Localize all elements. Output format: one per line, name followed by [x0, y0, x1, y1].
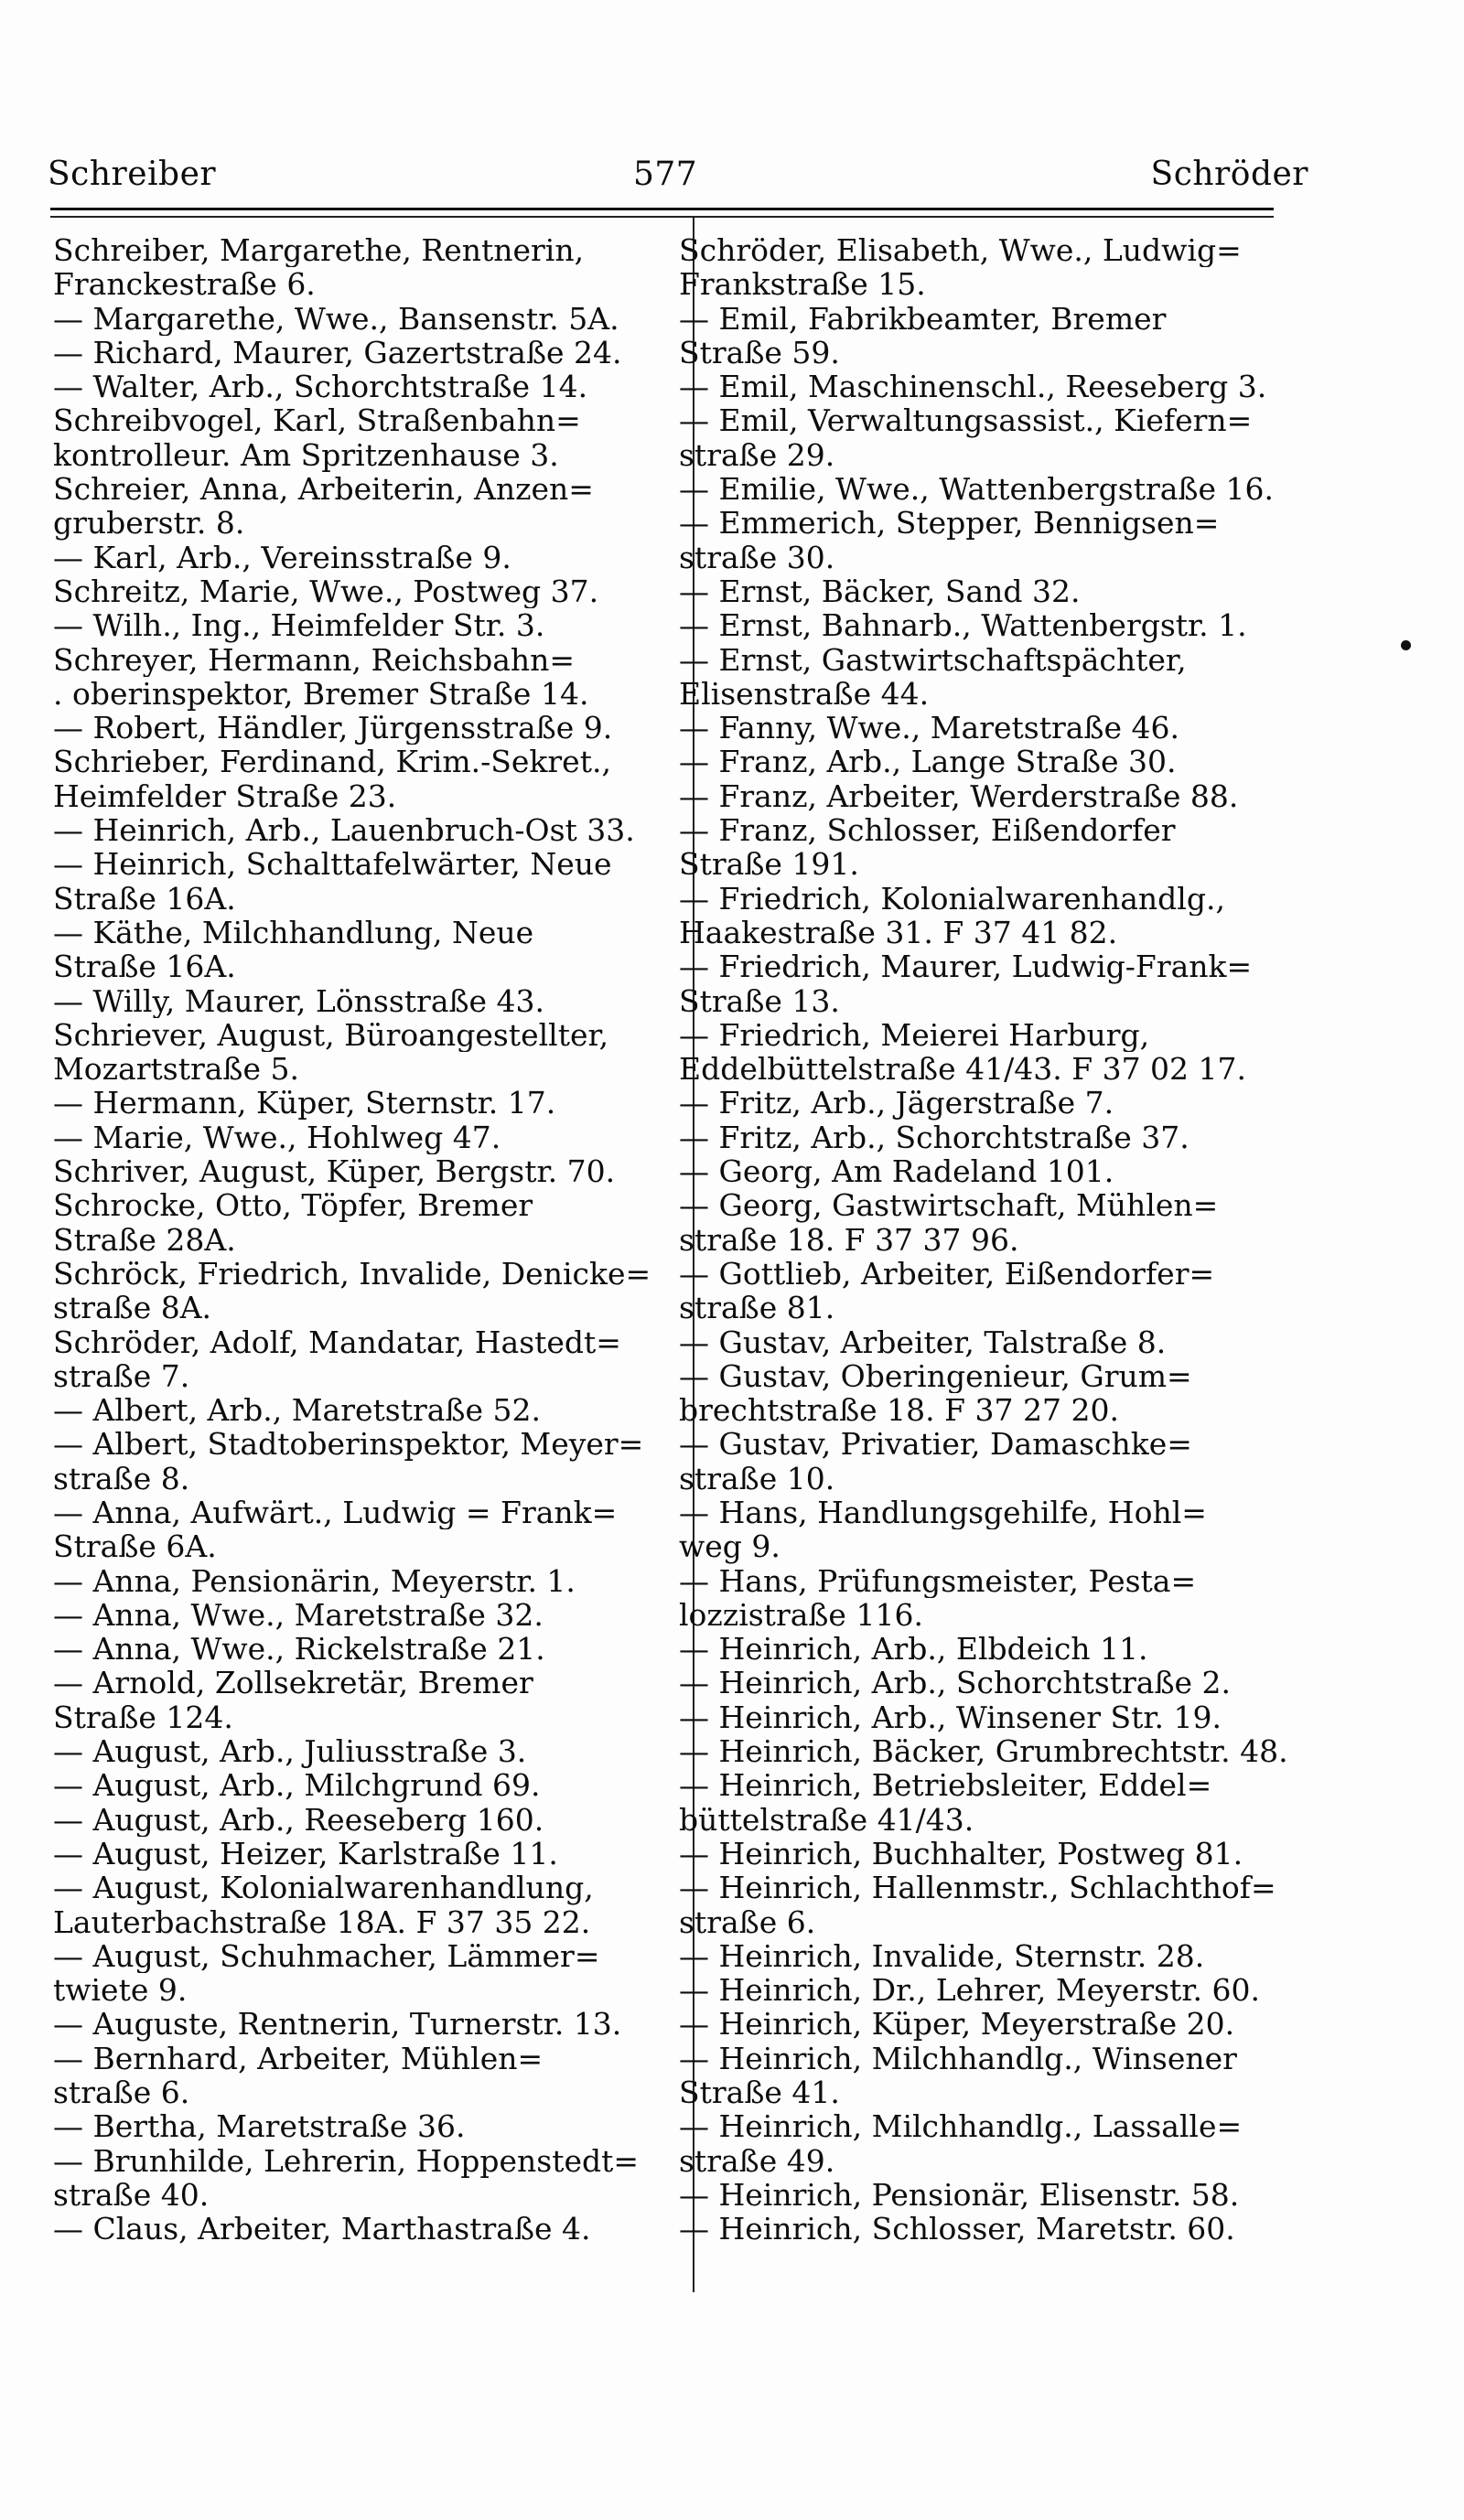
- directory-entry-line: — Anna, Wwe., Maretstraße 32.: [53, 1597, 544, 1633]
- directory-entry-line: Schreiber, Margarethe, Rentnerin,: [53, 233, 585, 268]
- directory-entry-line: Schröder, Adolf, Mandatar, Hastedt=: [53, 1324, 621, 1359]
- directory-entry-line: straße 49.: [679, 2143, 835, 2178]
- directory-entry-line: lozzistraße 116.: [679, 1597, 923, 1633]
- directory-entry-line: Straße 59.: [679, 335, 840, 370]
- directory-entry-line: — Heinrich, Buchhalter, Postweg 81.: [679, 1836, 1243, 1871]
- directory-entry-line: — Ernst, Bäcker, Sand 32.: [679, 574, 1081, 609]
- directory-entry-line: — Fritz, Arb., Schorchtstraße 37.: [679, 1120, 1190, 1155]
- directory-entry-line: straße 7.: [53, 1358, 190, 1394]
- directory-entry-line: Straße 13.: [679, 983, 840, 1018]
- directory-entry-line: straße 40.: [53, 2177, 210, 2213]
- directory-entry-line: — August, Arb., Milchgrund 69.: [53, 1768, 541, 1803]
- directory-entry-line: — Auguste, Rentnerin, Turnerstr. 13.: [53, 2007, 622, 2042]
- directory-entry-line: — Heinrich, Arb., Lauenbruch-Ost 33.: [53, 813, 635, 848]
- directory-entry-line: Schriever, August, Büroangestellter,: [53, 1017, 609, 1053]
- directory-entry-line: Schreitz, Marie, Wwe., Postweg 37.: [53, 574, 599, 609]
- directory-entry-line: Straße 41.: [679, 2075, 840, 2110]
- left-column: [53, 233, 684, 2247]
- directory-entry-line: Lauterbachstraße 18A. F 37 35 22.: [53, 1904, 591, 1939]
- page-header: [48, 145, 1308, 209]
- directory-entry-line: — Brunhilde, Lehrerin, Hoppenstedt=: [53, 2143, 640, 2178]
- directory-entry-line: straße 30.: [679, 540, 835, 574]
- directory-entry-line: — Karl, Arb., Vereinsstraße 9.: [53, 540, 511, 574]
- directory-entry-line: Franckestraße 6.: [53, 267, 316, 302]
- directory-entry-line: — Walter, Arb., Schorchtstraße 14.: [53, 370, 588, 404]
- directory-entry-line: twiete 9.: [53, 1973, 188, 2008]
- directory-entry-line: kontrolleur. Am Spritzenhause 3.: [53, 437, 559, 473]
- directory-entry-line: gruberstr. 8.: [53, 506, 245, 541]
- directory-entry-line: straße 6.: [679, 1904, 816, 1939]
- directory-entry-line: — Heinrich, Betriebsleiter, Eddel=: [679, 1768, 1212, 1803]
- directory-entry-line: — August, Arb., Juliusstraße 3.: [53, 1734, 527, 1769]
- directory-entry-line: — Fanny, Wwe., Maretstraße 46.: [679, 711, 1179, 745]
- directory-entry-line: — Hermann, Küper, Sternstr. 17.: [53, 1086, 556, 1121]
- header-rule-thick: [50, 208, 1274, 210]
- directory-entry-line: Schreier, Anna, Arbeiterin, Anzen=: [53, 472, 594, 507]
- directory-entry-line: — Bernhard, Arbeiter, Mühlen=: [53, 2041, 544, 2076]
- directory-entry-line: — Heinrich, Invalide, Sternstr. 28.: [679, 1938, 1205, 1974]
- directory-entry-line: — Emil, Verwaltungsassist., Kiefern=: [679, 403, 1253, 438]
- directory-entry-line: — Anna, Wwe., Rickelstraße 21.: [53, 1632, 545, 1667]
- directory-entry-line: — Heinrich, Schalttafelwärter, Neue: [53, 847, 612, 882]
- directory-entry-line: — Gustav, Privatier, Damaschke=: [679, 1427, 1192, 1462]
- directory-entry-line: Straße 191.: [679, 847, 859, 882]
- directory-entry-line: — August, Heizer, Karlstraße 11.: [53, 1836, 558, 1871]
- directory-entry-line: — Anna, Pensionärin, Meyerstr. 1.: [53, 1563, 576, 1598]
- directory-entry-line: — Heinrich, Dr., Lehrer, Meyerstr. 60.: [679, 1973, 1260, 2008]
- directory-entry-line: — Albert, Arb., Maretstraße 52.: [53, 1393, 541, 1428]
- header-rule-thin: [50, 216, 1274, 218]
- directory-entry-line: — Robert, Händler, Jürgensstraße 9.: [53, 711, 613, 745]
- directory-entry-line: — Wilh., Ing., Heimfelder Str. 3.: [53, 608, 545, 643]
- directory-entry-line: — Heinrich, Küper, Meyerstraße 20.: [679, 2007, 1235, 2042]
- directory-entry-line: — August, Schuhmacher, Lämmer=: [53, 1938, 600, 1974]
- directory-entry-line: Schröck, Friedrich, Invalide, Denicke=: [53, 1256, 651, 1292]
- directory-entry-line: Straße 28A.: [53, 1222, 236, 1257]
- directory-entry-line: — Friedrich, Kolonialwarenhandlg.,: [679, 881, 1225, 916]
- directory-entry-line: Schreibvogel, Karl, Straßenbahn=: [53, 403, 581, 438]
- directory-entry-line: Straße 124.: [53, 1700, 233, 1735]
- directory-entry-line: — Ernst, Bahnarb., Wattenbergstr. 1.: [679, 608, 1247, 643]
- directory-entry-line: — Emmerich, Stepper, Bennigsen=: [679, 506, 1220, 541]
- directory-entry-line: Straße 16A.: [53, 949, 236, 984]
- directory-entry-line: Straße 6A.: [53, 1529, 217, 1564]
- directory-entry-line: — Friedrich, Maurer, Ludwig-Frank=: [679, 949, 1253, 984]
- directory-entry-line: Haakestraße 31. F 37 41 82.: [679, 915, 1118, 950]
- directory-entry-line: — Richard, Maurer, Gazertstraße 24.: [53, 335, 622, 370]
- directory-entry-line: Heimfelder Straße 23.: [53, 778, 397, 814]
- directory-entry-line: Schröder, Elisabeth, Wwe., Ludwig=: [679, 233, 1242, 268]
- directory-entry-line: — Käthe, Milchhandlung, Neue: [53, 915, 534, 950]
- directory-entry-line: — Emil, Fabrikbeamter, Bremer: [679, 301, 1167, 336]
- header-right-keyword: Schröder: [1150, 155, 1308, 193]
- directory-entry-line: — Heinrich, Hallenmstr., Schlachthof=: [679, 1871, 1276, 1905]
- directory-entry-line: büttelstraße 41/43.: [679, 1802, 974, 1837]
- directory-entry-line: — Gottlieb, Arbeiter, Eißendorfer=: [679, 1256, 1215, 1292]
- directory-entry-line: Mozartstraße 5.: [53, 1052, 299, 1087]
- directory-entry-line: — Claus, Arbeiter, Marthastraße 4.: [53, 2212, 591, 2247]
- directory-entry-line: — Franz, Arbeiter, Werderstraße 88.: [679, 778, 1239, 814]
- directory-entry-line: Frankstraße 15.: [679, 267, 926, 302]
- directory-entry-line: straße 18. F 37 37 96.: [679, 1222, 1019, 1257]
- directory-entry-line: straße 6.: [53, 2075, 190, 2110]
- ink-dot-mark: [1401, 640, 1411, 650]
- directory-entry-line: — Heinrich, Schlosser, Maretstr. 60.: [679, 2212, 1235, 2247]
- directory-entry-line: . oberinspektor, Bremer Straße 14.: [53, 676, 589, 712]
- directory-entry-line: — Albert, Stadtoberinspektor, Meyer=: [53, 1427, 644, 1462]
- directory-entry-line: straße 8.: [53, 1461, 190, 1496]
- directory-entry-line: — Heinrich, Pensionär, Elisenstr. 58.: [679, 2177, 1240, 2213]
- directory-entry-line: — Heinrich, Milchhandlg., Lassalle=: [679, 2109, 1243, 2144]
- directory-entry-line: — Ernst, Gastwirtschaftspächter,: [679, 642, 1187, 677]
- directory-entry-line: — Anna, Aufwärt., Ludwig = Frank=: [53, 1495, 618, 1530]
- directory-entry-line: brechtstraße 18. F 37 27 20.: [679, 1393, 1119, 1428]
- directory-entry-line: — August, Kolonialwarenhandlung,: [53, 1871, 594, 1905]
- directory-entry-line: — Fritz, Arb., Jägerstraße 7.: [679, 1086, 1114, 1121]
- directory-entry-line: straße 10.: [679, 1461, 835, 1496]
- directory-entry-line: — Georg, Am Radeland 101.: [679, 1154, 1114, 1189]
- directory-entry-line: — Georg, Gastwirtschaft, Mühlen=: [679, 1188, 1219, 1223]
- directory-entry-line: — Arnold, Zollsekretär, Bremer: [53, 1666, 533, 1700]
- directory-entry-line: Schriver, August, Küper, Bergstr. 70.: [53, 1154, 616, 1189]
- directory-entry-line: — Willy, Maurer, Lönsstraße 43.: [53, 983, 545, 1018]
- directory-entry-line: — August, Arb., Reeseberg 160.: [53, 1802, 544, 1837]
- directory-entry-line: straße 29.: [679, 437, 835, 473]
- directory-entry-line: Schreyer, Hermann, Reichsbahn=: [53, 642, 576, 677]
- directory-entry-line: straße 81.: [679, 1291, 835, 1325]
- directory-entry-line: — Heinrich, Arb., Winsener Str. 19.: [679, 1700, 1222, 1735]
- directory-entry-line: — Emilie, Wwe., Wattenbergstraße 16.: [679, 472, 1274, 507]
- header-left-keyword: Schreiber: [48, 155, 217, 193]
- directory-entry-line: Schrocke, Otto, Töpfer, Bremer: [53, 1188, 533, 1223]
- directory-entry-line: — Margarethe, Wwe., Bansenstr. 5A.: [53, 301, 619, 336]
- directory-entry-line: — Franz, Schlosser, Eißendorfer: [679, 813, 1176, 848]
- directory-entry-line: — Friedrich, Meierei Harburg,: [679, 1017, 1150, 1053]
- directory-entry-line: Straße 16A.: [53, 881, 236, 916]
- directory-entry-line: — Heinrich, Milchhandlg., Winsener: [679, 2041, 1237, 2076]
- right-column: [679, 233, 1310, 2247]
- directory-entry-line: — Hans, Handlungsgehilfe, Hohl=: [679, 1495, 1207, 1530]
- directory-entry-line: — Bertha, Maretstraße 36.: [53, 2109, 466, 2144]
- directory-entry-line: weg 9.: [679, 1529, 780, 1564]
- directory-entry-line: straße 8A.: [53, 1291, 212, 1325]
- directory-entry-line: Schrieber, Ferdinand, Krim.-Sekret.,: [53, 745, 611, 779]
- directory-entry-line: — Heinrich, Arb., Schorchtstraße 2.: [679, 1666, 1232, 1700]
- directory-entry-line: — Hans, Prüfungsmeister, Pesta=: [679, 1563, 1197, 1598]
- directory-entry-line: — Gustav, Arbeiter, Talstraße 8.: [679, 1324, 1167, 1359]
- directory-entry-line: — Heinrich, Arb., Elbdeich 11.: [679, 1632, 1148, 1667]
- directory-entry-line: Elisenstraße 44.: [679, 676, 930, 712]
- directory-entry-line: — Emil, Maschinenschl., Reeseberg 3.: [679, 370, 1267, 404]
- directory-entry-line: — Heinrich, Bäcker, Grumbrechtstr. 48.: [679, 1734, 1288, 1769]
- directory-entry-line: Eddelbüttelstraße 41/43. F 37 02 17.: [679, 1052, 1247, 1087]
- page-number: 577: [633, 155, 698, 193]
- directory-entry-line: — Gustav, Oberingenieur, Grum=: [679, 1358, 1192, 1394]
- directory-entry-line: — Franz, Arb., Lange Straße 30.: [679, 745, 1177, 779]
- directory-entry-line: — Marie, Wwe., Hohlweg 47.: [53, 1120, 501, 1155]
